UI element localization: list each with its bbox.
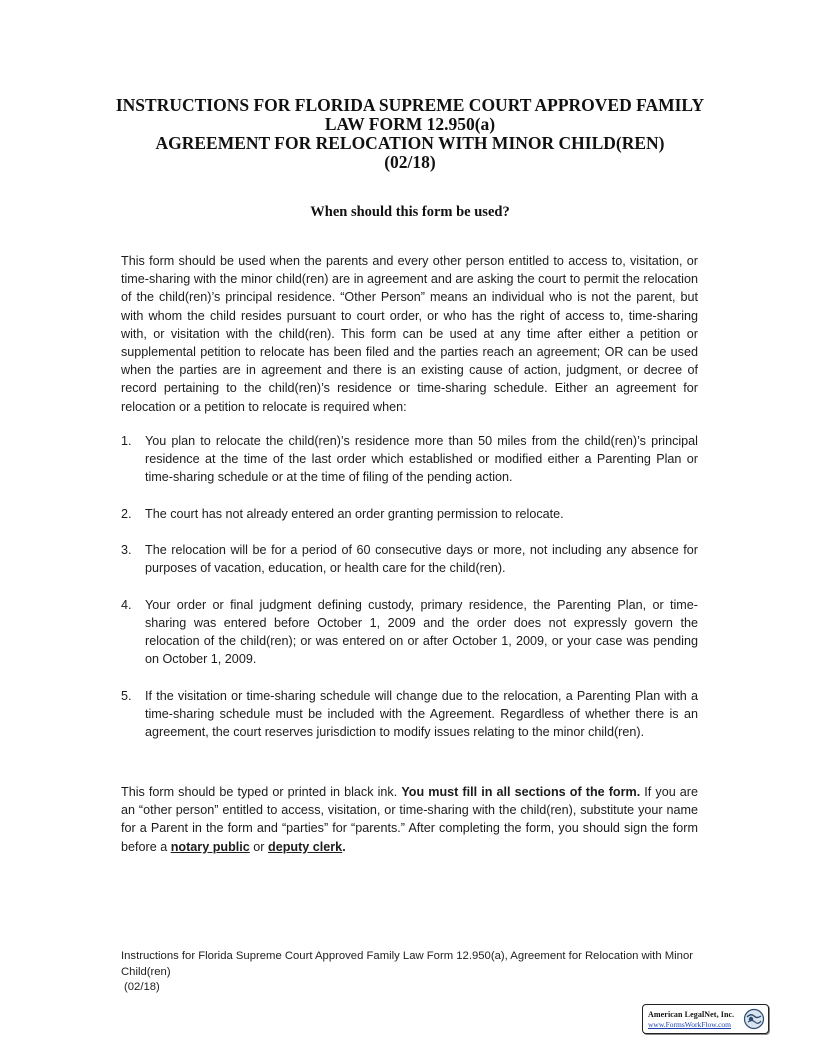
title-line-1: INSTRUCTIONS FOR FLORIDA SUPREME COURT APPROVED FAMILY [115, 95, 705, 115]
list-item [121, 596, 698, 669]
section-heading: When should this form be used? [310, 204, 510, 220]
title-line-3: AGREEMENT FOR RELOCATION WITH MINOR CHILD(REN) [155, 133, 665, 153]
closing-text-2: If you are an “other person” entitled to access, visitation, or time-sharing with the child(ren), substitute your name for a Parent in the form and “parties” for “parents.” After completing the form, you should sign the form before a [121, 785, 698, 854]
list-item-number: 2. [121, 506, 132, 521]
list-item-text: The court has not already entered an order granting permission to relocate. [145, 506, 564, 521]
list-item [121, 687, 698, 742]
title-line-2: LAW FORM 12.950(a) [324, 114, 496, 134]
deputy-clerk-link[interactable]: deputy clerk [268, 839, 343, 854]
footer-version: (02/18) [124, 981, 160, 993]
footer-text: Instructions for Florida Supreme Court Approved Family Law Form 12.950(a), Agreement for Relocation with Minor Child(ren) [121, 950, 693, 978]
intro-paragraph: This form should be used when the parents and every other person entitled to access to, visitation, or time-sharing with the minor child(ren) are in agreement and are asking the court to permit the relocation of the child(ren)’s principal residence. “Other Person” means an individual who is not the parent, but with whom the child resides pursuant to court order, or who has the right of access to, time-sharing with, or visitation with the child(ren). This form can be used at any time after either a petition or supplemental petition to relocate has been filed and the parties reach an agreement; OR can be used when the parties are in agreement and there is an existing cause of action, judgment, or decree of record pertaining to the child(ren)’s residence or time-sharing schedule. Either an agreement for relocation or a petition to relocate is required when: [121, 254, 698, 414]
closing-or: or [249, 839, 268, 854]
title-line-4: (02/18) [384, 152, 436, 172]
closing-paragraph [121, 783, 698, 856]
list-item [121, 505, 698, 523]
list-item-number: 3. [121, 543, 132, 558]
notary-public-link[interactable]: notary public [170, 839, 250, 854]
list-item-text: Your order or final judgment defining custody, primary residence, the Parenting Plan, or time-sharing was entered before October 1, 2009 and the order does not expressly govern the relocation of the child(ren); or was entered on or after October 1, 2009, or your case was pending on October 1, 2009. [145, 597, 698, 667]
list-item-number: 1. [121, 434, 132, 448]
list-item-number: 5. [121, 688, 132, 703]
globe-icon [743, 1008, 765, 1030]
closing-emphasis: You must fill in all sections of the form. [401, 785, 641, 799]
badge-url[interactable]: www.FormsWorkFlow.com [648, 1020, 732, 1029]
page-footer [121, 949, 701, 996]
list-item-text: You plan to relocate the child(ren)’s residence more than 50 miles from the child(ren)’s principal residence at the time of the last order which established or modified either a Parenting Plan or time-sharing schedule or at the time of filing of the pending action. [145, 434, 698, 485]
list-item [121, 541, 698, 577]
publisher-badge[interactable] [642, 1004, 769, 1034]
list-item [121, 432, 698, 487]
badge-company: American LegalNet, Inc. [648, 1010, 735, 1019]
document-title [100, 96, 720, 172]
closing-text-1: This form should be typed or printed in black ink. [121, 785, 402, 799]
list-item-number: 4. [121, 597, 132, 612]
closing-period: . [342, 839, 346, 854]
requirements-list [121, 432, 698, 760]
list-item-text: If the visitation or time-sharing schedule will change due to the relocation, a Parenting Plan with a time-sharing schedule must be included with the Agreement. Regardless of whether there is an agreement, the court reserves jurisdiction to modify issues relating to the minor child(ren). [145, 688, 698, 740]
list-item-text: The relocation will be for a period of 60 consecutive days or more, not including any absence for purposes of vacation, education, or health care for the child(ren). [145, 543, 698, 576]
